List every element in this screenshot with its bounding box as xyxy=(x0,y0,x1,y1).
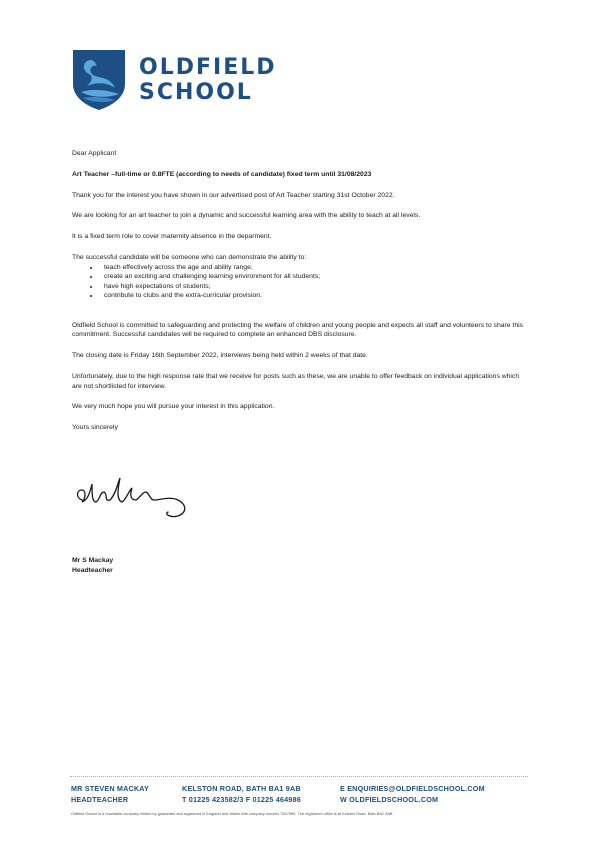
paragraph-safeguarding: Oldfield School is committed to safeguarding and protecting the welfare of children and young people and expects all staff and volunteers to share this commitment. Successful candidates will be required to complete an enhanced DBS disclosure. xyxy=(72,321,524,339)
footer-web[interactable]: W OLDFIELDSCHOOL.COM xyxy=(340,794,439,804)
signer-block xyxy=(72,556,113,576)
footer-address-block xyxy=(182,784,301,805)
school-name xyxy=(139,55,277,105)
footer-address: KELSTON ROAD, BATH BA1 9AB xyxy=(182,784,301,793)
school-name-line2: SCHOOL xyxy=(139,80,253,105)
legal-notice: Oldfield School is a charitable company limited by guarantee and registered in England and Wales with company number 7547565. The registered office is at Kelston Road, Bath BA1 9AB xyxy=(71,811,393,816)
footer-role: HEADTEACHER xyxy=(71,794,129,804)
footer-phone: T 01225 423582/3 F 01225 464986 xyxy=(182,794,301,804)
paragraph-looking-for: We are looking for an art teacher to join a dynamic and successful learning area with the ability to teach at all levels. xyxy=(72,212,421,220)
subject-line: Art Teacher –full-time or 0.8FTE (according to needs of candidate) fixed term until 31/08/2023 xyxy=(72,170,372,178)
swan-shield-icon xyxy=(71,48,127,112)
signature xyxy=(70,470,205,522)
letter-body xyxy=(72,149,530,444)
school-logo xyxy=(71,48,277,112)
paragraph-thanks: Thank you for the interest you have shown in our advertised post of Art Teacher starting 31st October 2022. xyxy=(72,191,395,199)
paragraph-requirements: The successful candidate will be someone who can demonstrate the ability to: xyxy=(72,253,307,261)
list-item: • teach effectively across the age and ability range; xyxy=(100,263,530,273)
signer-name: Mr S Mackay xyxy=(72,557,114,564)
list-item: • have high expectations of students; xyxy=(100,282,530,292)
paragraph-fixed-term: It is a fixed term role to cover maternity absence in the deparment. xyxy=(72,233,272,241)
signer-title: Headteacher xyxy=(72,567,113,574)
footer-name: MR STEVEN MACKAY xyxy=(71,784,150,793)
list-item: • create an exciting and challenging learning environment for all students; xyxy=(100,272,530,282)
footer-email[interactable]: E ENQUIRIES@OLDFIELDSCHOOL.COM xyxy=(340,784,485,793)
footer-divider xyxy=(70,776,528,777)
school-name-line1: OLDFIELD xyxy=(139,55,277,80)
paragraph-closing-date: The closing date is Friday 16th September 2022, interviews being held within 2 weeks of that date. xyxy=(72,352,368,360)
salutation: Dear Applicant xyxy=(72,150,117,157)
closing: Yours sincerely xyxy=(72,424,118,432)
footer-contact-name xyxy=(71,784,149,805)
paragraph-feedback: Unfortunately, due to the high response rate that we receive for posts such as these, we are unable to offer feedback on individual applications which are not shortlisted for interview. xyxy=(72,373,520,390)
footer-online-block xyxy=(340,784,485,805)
requirements-list xyxy=(72,263,530,301)
list-item: • contribute to clubs and the extra-curricular provision. xyxy=(100,291,530,301)
paragraph-hope: We very much hope you will pursue your interest in this application. xyxy=(72,403,275,411)
